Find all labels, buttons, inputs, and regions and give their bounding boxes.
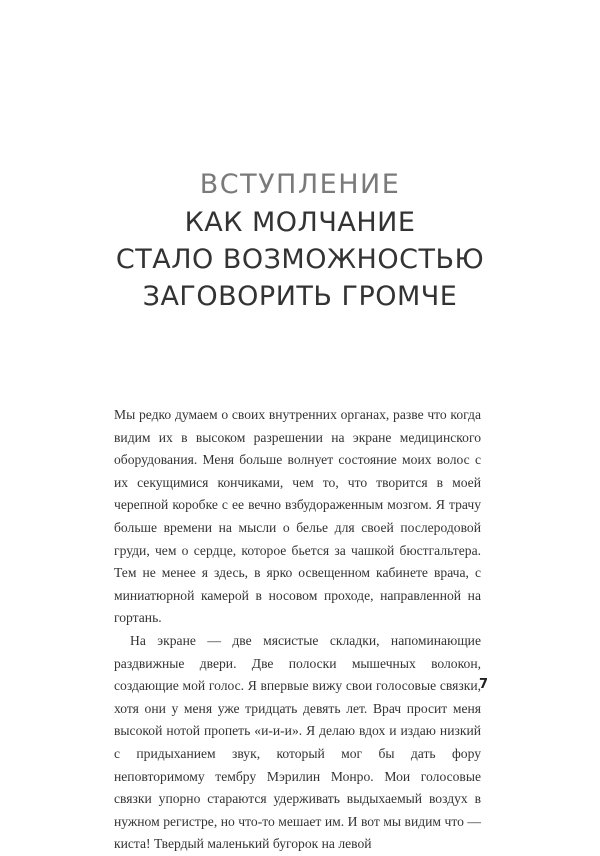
chapter-title-line: ЗАГОВОРИТЬ ГРОМЧЕ <box>142 281 458 312</box>
body-text <box>114 404 481 856</box>
paragraph: Мы редко думаем о своих внутренних органах, разве что когда видим их в высоком разрешении на экране медицинского оборудования. Меня больше волнует состояние моих волос с их секущимися кончиками, чем то, что творится в моей черепной коробке с ее вечно взбудораженным мозгом. Я трачу больше времени на мысли о белье для своей послеродовой груди, чем о сердце, которое бьется за чашкой бюстгальтера. Тем не менее я здесь, в ярко освещенном кабинете врача, с миниатюрной камерой в носовом проходе, направленной на гортань. <box>114 407 481 626</box>
page-number: 7 <box>478 677 488 692</box>
chapter-label: ВСТУПЛЕНИЕ <box>199 169 401 200</box>
paragraph: На экране — две мясистые складки, напоминающие раздвижные двери. Две полоски мышечных волокон, создающие мой голос. Я впервые вижу свои голосовые связки, хотя они у меня уже тридцать девять лет. Врач просит меня высокой нотой пропеть «и-и-и». Я делаю вдох и издаю низкий с придыханием звук, который мог бы дать фору неповторимому тембру Мэрилин Монро. Мои голосовые связки упорно стараются удерживать выдыхаемый воздух в нужном регистре, но что-то мешает им. И вот мы видим что — киста! Твердый маленький бугорок на левой <box>114 632 481 852</box>
chapter-title-line: СТАЛО ВОЗМОЖНОСТЬЮ <box>115 244 485 275</box>
chapter-title-line: КАК МОЛЧАНИЕ <box>184 207 416 238</box>
chapter-title <box>0 204 600 315</box>
